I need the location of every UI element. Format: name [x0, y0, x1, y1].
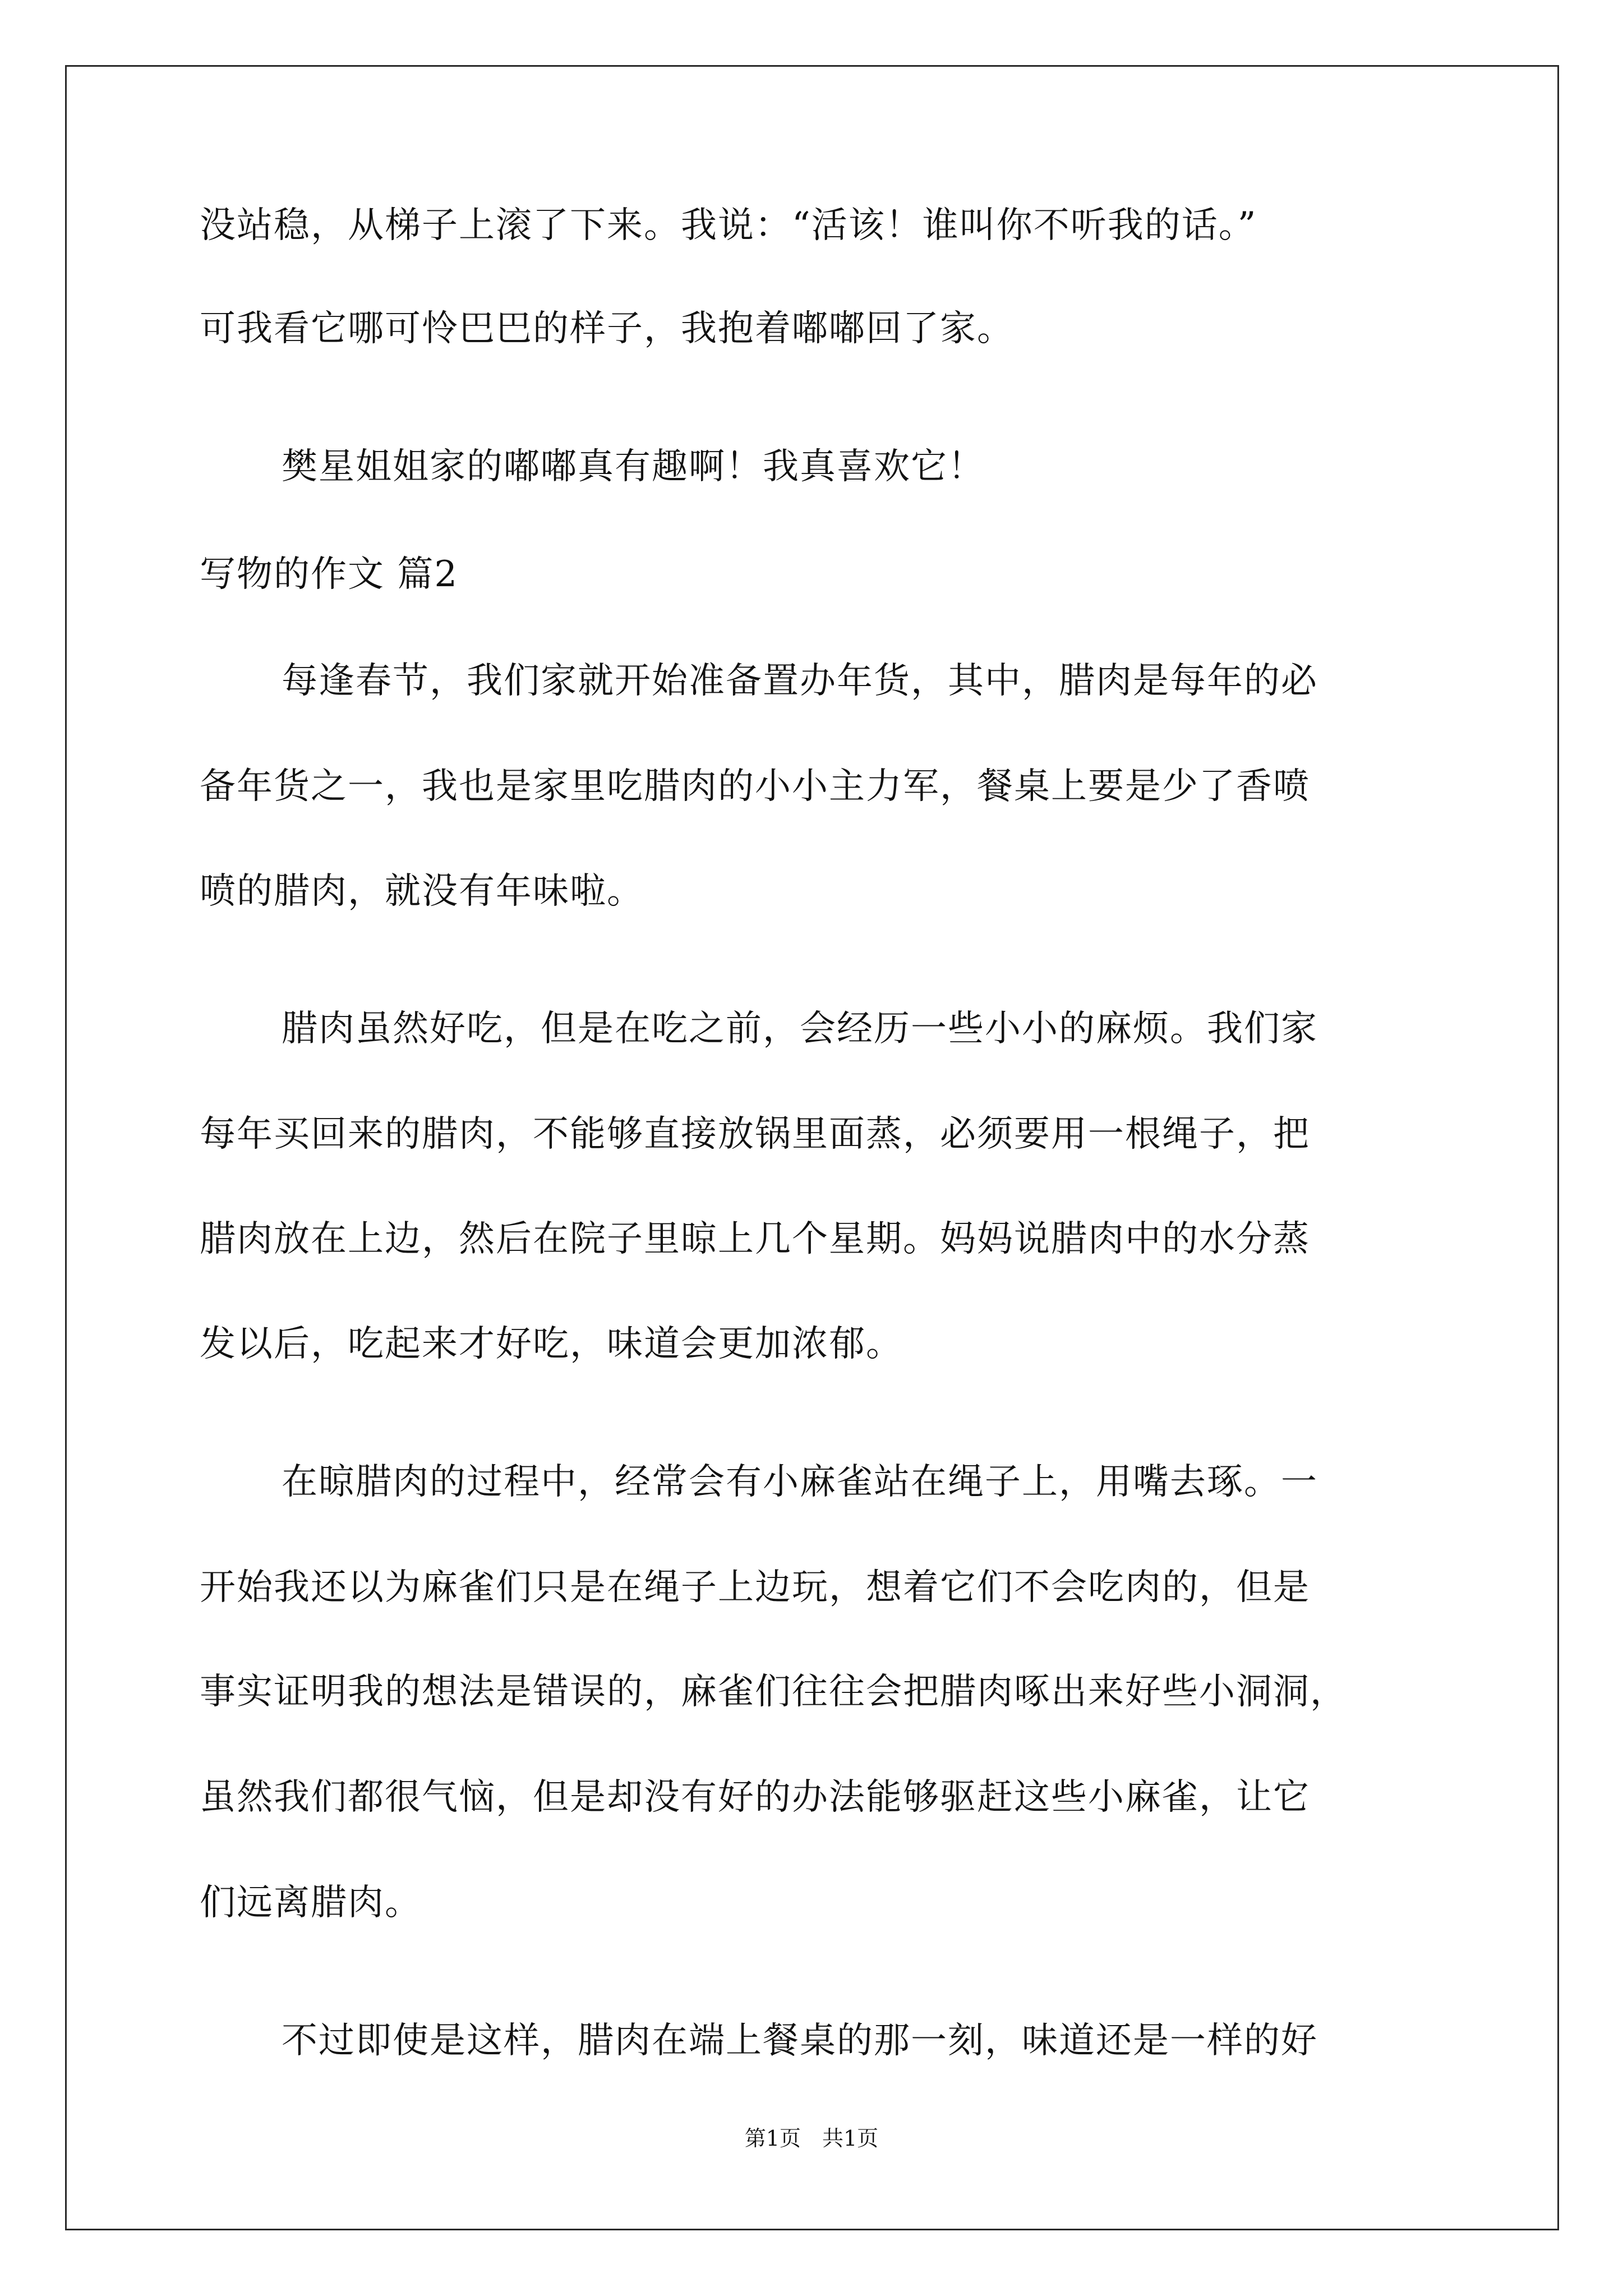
text-line: 樊星姐姐家的嘟嘟真有趣啊！我真喜欢它！ [282, 446, 985, 487]
text-line: 没站稳，从梯子上滚了下来。我说：“活该！谁叫你不听我的话。” [200, 205, 1257, 246]
text-line: 可我看它哪可怜巴巴的样子，我抱着嘟嘟回了家。 [200, 308, 1014, 349]
text-line: 在晾腊肉的过程中，经常会有小麻雀站在绳子上，用嘴去琢。一 [282, 1461, 1318, 1503]
text-line: 不过即使是这样，腊肉在端上餐桌的那一刻，味道还是一样的好 [282, 2020, 1318, 2062]
text-line: 虽然我们都很气恼，但是却没有好的办法能够驱赶这些小麻雀，让它 [200, 1777, 1310, 1818]
text-line: 腊肉虽然好吃，但是在吃之前，会经历一些小小的麻烦。我们家 [282, 1008, 1318, 1050]
text-line: 每逢春节，我们家就开始准备置办年货，其中，腊肉是每年的必 [282, 660, 1318, 702]
text-line: 事实证明我的想法是错误的，麻雀们往往会把腊肉啄出来好些小洞洞， [200, 1671, 1347, 1713]
text-line: 喷的腊肉，就没有年味啦。 [200, 871, 644, 912]
text-line: 们远离腊肉。 [200, 1882, 422, 1924]
text-line: 发以后，吃起来才好吃，味道会更加浓郁。 [200, 1323, 903, 1365]
text-line: 备年货之一，我也是家里吃腊肉的小小主力军，餐桌上要是少了香喷 [200, 766, 1310, 807]
page-footer: 第1页 共1页 [744, 2126, 879, 2151]
text-line: 每年买回来的腊肉，不能够直接放锅里面蒸，必须要用一根绳子，把 [200, 1114, 1310, 1155]
section-heading: 写物的作文 篇2 [200, 554, 459, 595]
text-line: 腊肉放在上边，然后在院子里晾上几个星期。妈妈说腊肉中的水分蒸 [200, 1218, 1310, 1260]
text-line: 开始我还以为麻雀们只是在绳子上边玩，想着它们不会吃肉的，但是 [200, 1567, 1310, 1608]
